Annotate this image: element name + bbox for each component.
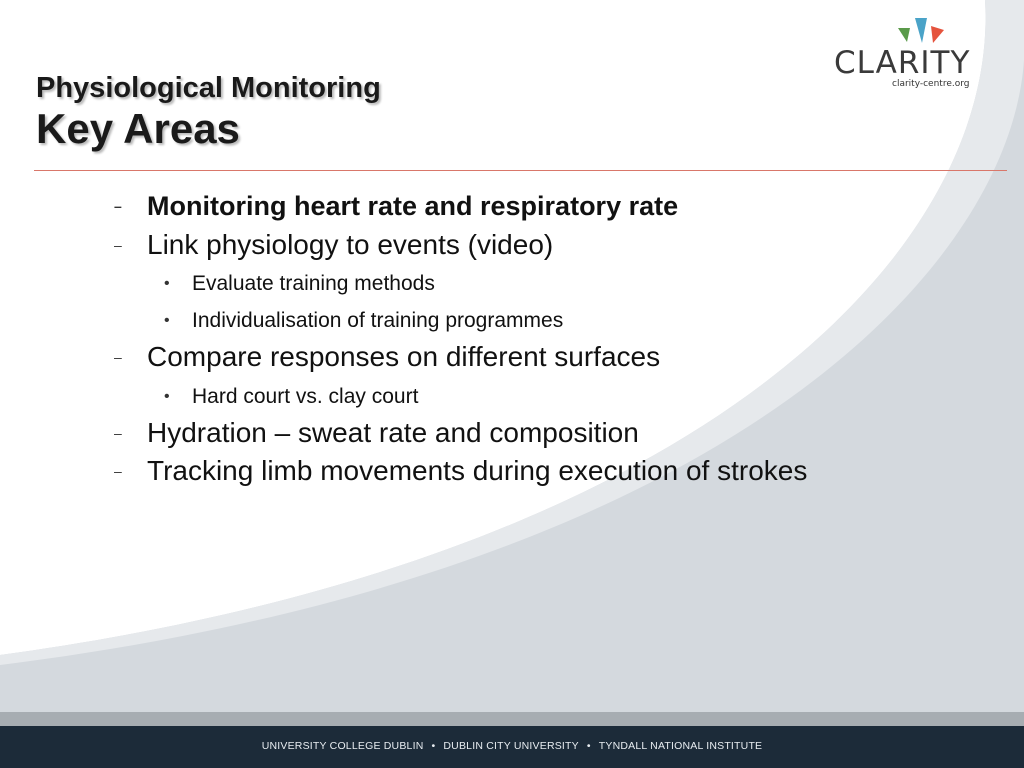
- footer-institutions: [0, 740, 1024, 752]
- bullet-text: Hydration – sweat rate and composition: [147, 416, 639, 448]
- bullet-item: [0, 188, 1024, 227]
- bullet-list: [0, 188, 1024, 492]
- bullet-item: [0, 227, 1024, 266]
- footer-band: [0, 712, 1024, 726]
- dash-marker: –: [114, 349, 122, 365]
- sub-bullet-text: Hard court vs. clay court: [192, 384, 419, 408]
- bullet-text: Link physiology to events (video): [147, 228, 554, 260]
- clarity-logo: [830, 16, 980, 96]
- footer-institution: DUBLIN CITY UNIVERSITY: [443, 740, 579, 752]
- slide-title: [36, 70, 381, 152]
- title-divider: [34, 170, 1007, 171]
- title-line-2: Key Areas: [36, 105, 240, 152]
- clarity-url: clarity-centre.org: [892, 79, 970, 89]
- clarity-wordmark: CLARITY: [834, 45, 971, 81]
- dash-marker: –: [114, 236, 122, 253]
- dot-marker: •: [164, 387, 170, 405]
- sub-bullet-text: Evaluate training methods: [192, 272, 435, 295]
- footer-separator: •: [586, 740, 591, 752]
- sub-bullet-text: Individualisation of training programmes: [192, 309, 564, 332]
- bullet-item: [0, 415, 1024, 454]
- dash-marker: –: [114, 463, 122, 479]
- bullet-text: Tracking limb movements during execution of strokes: [147, 455, 808, 486]
- dot-marker: •: [164, 312, 170, 329]
- footer: [0, 726, 1024, 768]
- sub-bullet-item: [0, 378, 1024, 415]
- footer-institution: TYNDALL NATIONAL INSTITUTE: [598, 740, 763, 752]
- sub-bullet-item: [0, 265, 1024, 302]
- dash-marker: –: [114, 198, 122, 214]
- clarity-logo-mark-icon: [896, 16, 952, 46]
- title-line-1: Physiological Monitoring: [36, 72, 381, 104]
- sub-bullet-item: [0, 302, 1024, 339]
- bullet-item: [0, 339, 1024, 378]
- footer-institution: UNIVERSITY COLLEGE DUBLIN: [261, 740, 424, 752]
- bullet-item: [0, 453, 1024, 492]
- dash-marker: –: [114, 424, 122, 441]
- dot-marker: •: [164, 275, 170, 292]
- bullet-text: Compare responses on different surfaces: [147, 341, 661, 372]
- bullet-text: Monitoring heart rate and respiratory rate: [147, 191, 679, 221]
- footer-separator: •: [431, 740, 436, 752]
